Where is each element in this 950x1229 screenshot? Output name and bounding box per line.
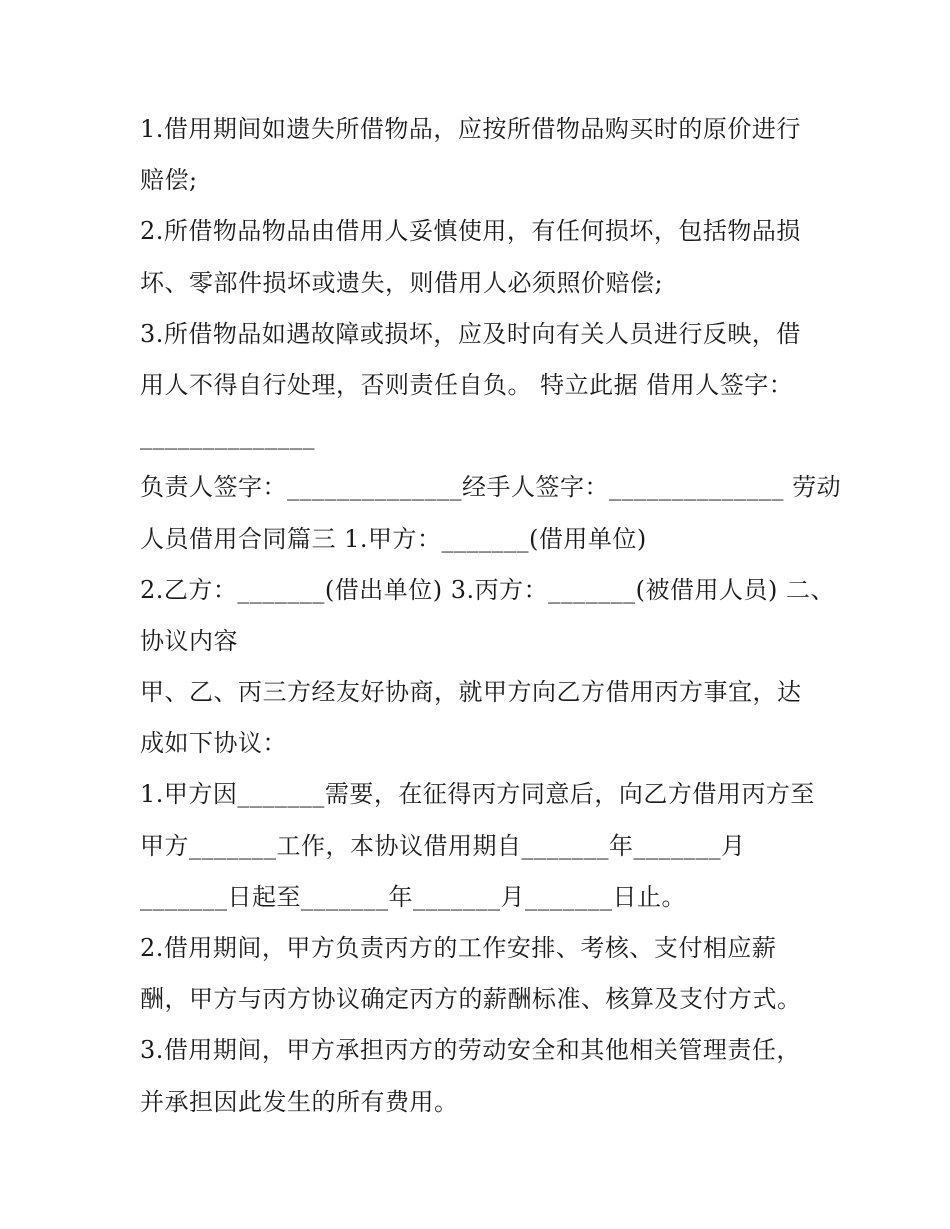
text-line-14: 1.甲方因_______需要，在征得丙方同意后，向乙方借用丙方至 bbox=[140, 780, 815, 809]
document-body bbox=[140, 104, 842, 1128]
text-line-4: 坏、零部件损坏或遗失，则借用人必须照价赔偿; bbox=[140, 268, 664, 297]
text-line-1: 1.借用期间如遗失所借物品，应按所借物品购买时的原价进行 bbox=[140, 115, 801, 143]
text-line-20: 并承担因此发生的所有费用。 bbox=[140, 1087, 459, 1116]
text-line-19: 3.借用期间，甲方承担丙方的劳动安全和其他相关管理责任， bbox=[140, 1036, 801, 1065]
text-line-16: _______日起至_______年_______月_______日止。 bbox=[140, 882, 686, 911]
text-line-2: 赔偿; bbox=[140, 166, 198, 195]
text-line-15: 甲方_______工作，本协议借用期自_______年_______月 bbox=[140, 831, 746, 860]
signature-blank-line: ______________ bbox=[140, 422, 315, 451]
text-line-9: 人员借用合同篇三 1.甲方：_______(借用单位) bbox=[140, 524, 647, 553]
text-line-12: 甲、乙、丙三方经友好协商，就甲方向乙方借用丙方事宜，达 bbox=[140, 678, 802, 707]
text-line-18: 酬，甲方与丙方协议确定丙方的薪酬标准、核算及支付方式。 bbox=[140, 985, 802, 1014]
text-line-3: 2.所借物品物品由借用人妥慎使用，有任何损坏，包括物品损 bbox=[140, 217, 801, 246]
text-line-11: 协议内容 bbox=[140, 626, 238, 655]
text-line-17: 2.借用期间，甲方负责丙方的工作安排、考核、支付相应薪 bbox=[140, 934, 777, 962]
text-line-10: 2.乙方：_______(借出单位) 3.丙方：_______(被借用人员) 二、 bbox=[140, 575, 836, 604]
text-line-13: 成如下协议： bbox=[140, 729, 287, 758]
text-line-5: 3.所借物品如遇故障或损坏，应及时向有关人员进行反映，借 bbox=[140, 319, 801, 348]
text-line-6: 用人不得自行处理，否则责任自负。 特立此据 借用人签字： bbox=[140, 370, 794, 399]
text-line-8: 负责人签字：______________经手人签字：______________ 劳动 bbox=[140, 473, 842, 502]
